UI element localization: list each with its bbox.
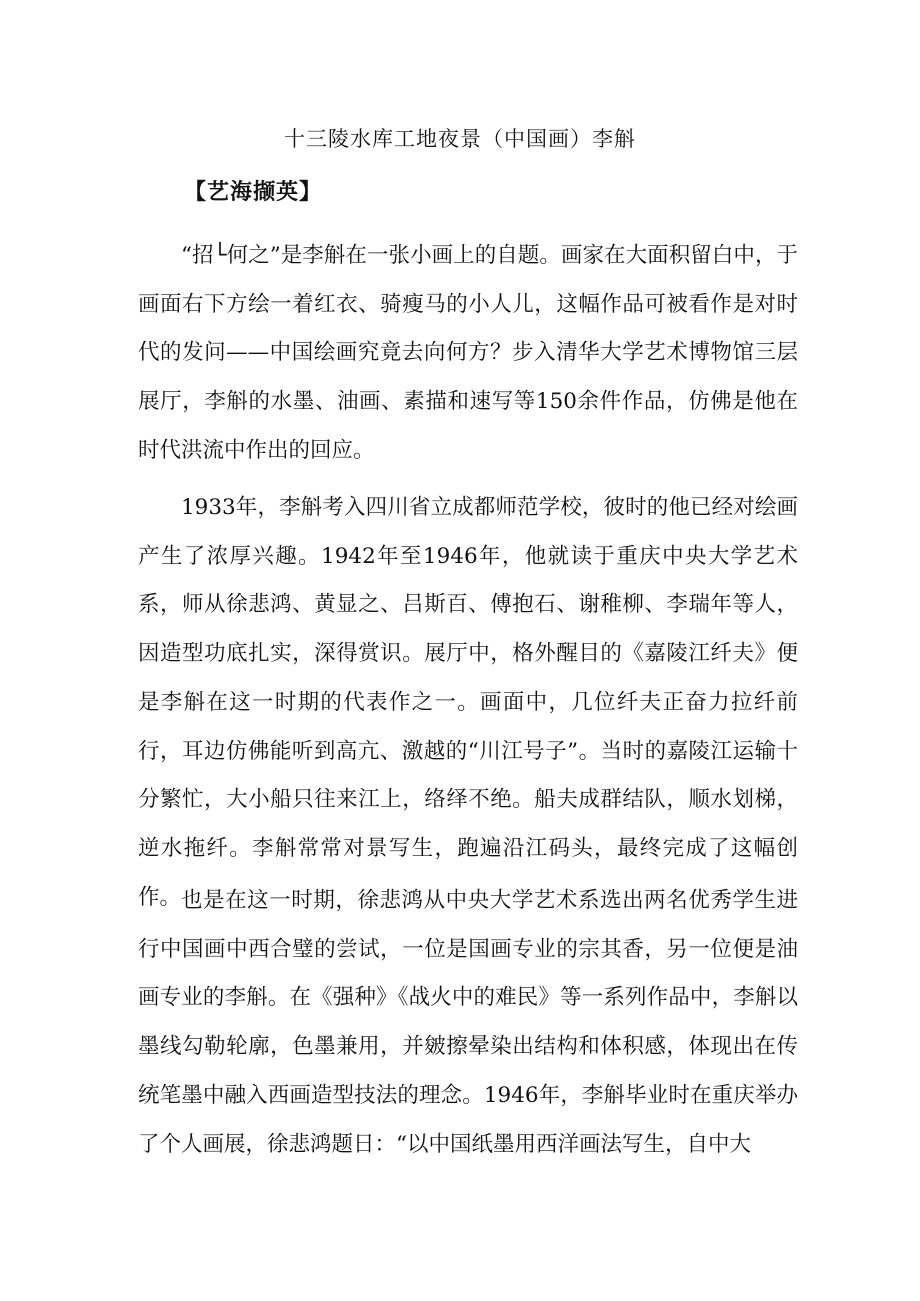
- section-heading: 【艺海撷英】: [184, 179, 323, 205]
- page-title: 十三陵水库工地夜景（中国画）李斛: [284, 127, 636, 151]
- paragraph-2: 1933年，李斛考入四川省立成都师范学校，彼时的他已经对绘画产生了浓厚兴趣。1942年至1946年，他就读于重庆中央大学艺术系，师从徐悲鸿、黄显之、吕斯百、傅抱石、谢稚柳、李瑞年等人，因造型功底扎实，深得赏识。展厅中，格外醒目的《嘉陵江纤夫》便是李斛在这一时期的代表作之一。画面中，几位纤夫正奋力拉纤前行，耳边仿佛能听到高亢、激越的“川江号子”。当时的嘉陵江运输十分繁忙，大小船只往来江上，络绎不绝。船夫成群结队，顺水划梯，逆水拖纤。李斛常常对景写生，跑遍沿江码头，最终完成了这幅创作。: [138, 495, 798, 910]
- paragraph-3: 也是在这一时期，徐悲鸿从中央大学艺术系选出两名优秀学生进行中国画中西合璧的尝试，一位是国画专业的宗其香，另一位便是油画专业的李斛。在《强种》《战火中的难民》等一系列作品中，李斛以墨线勾勒轮廓，色墨兼用，并皴擦晕染出结构和体积感，体现出在传统笔墨中融入西画造型技法的理念。1946年，李斛毕业时在重庆举办了个人画展，徐悲鸿题日：“以中国纸墨用西洋画法写生，自中大: [138, 888, 798, 1157]
- paragraph-1: “招└何之”是李斛在一张小画上的自题。画家在大面积留白中，于画面右下方绘一着红衣、骑瘦马的小人儿，这幅作品可被看作是对时代的发问——中国绘画究竟去向何方？步入清华大学艺术博物馆三层展厅，李斛的水墨、油画、素描和速写等150余件作品，仿佛是他在时代洪流中作出的回应。: [138, 243, 798, 463]
